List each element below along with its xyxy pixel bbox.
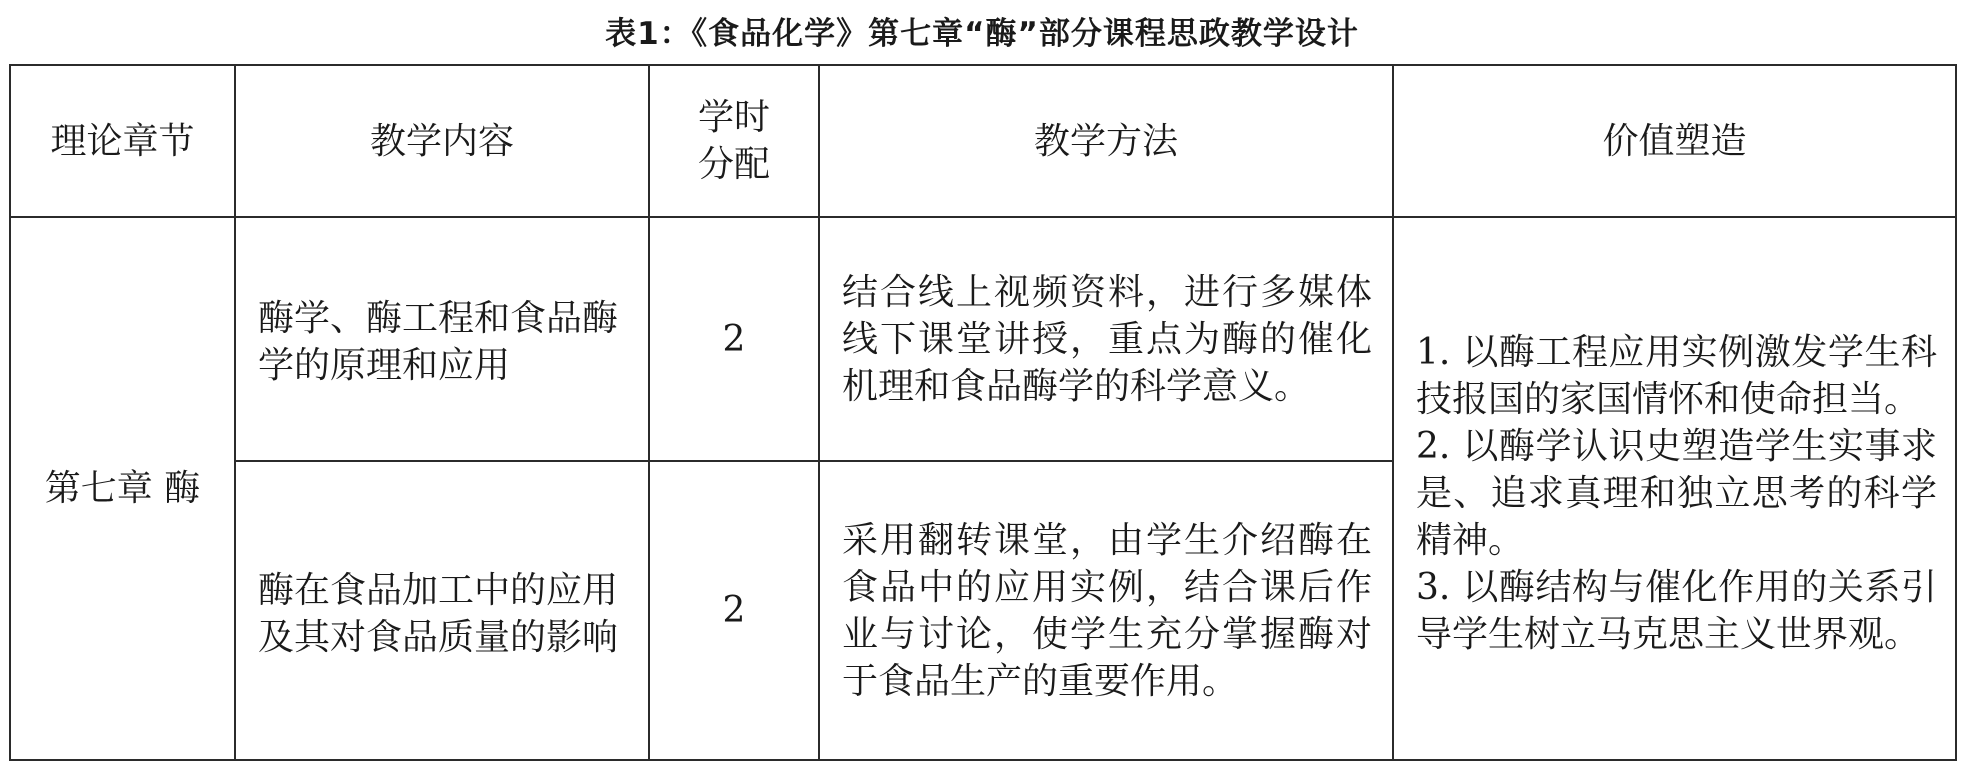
course-design-table xyxy=(9,64,1957,761)
content-cell: 酶学、酶工程和食品酶学的原理和应用 xyxy=(235,217,649,461)
value-cell xyxy=(1393,217,1956,760)
method-cell: 采用翻转课堂，由学生介绍酶在食品中的应用实例，结合课后作业与讨论，使学生充分掌握酶对于食品生产的重要作用。 xyxy=(819,461,1393,760)
header-value: 价值塑造 xyxy=(1393,65,1956,217)
header-hours: 学时 分配 xyxy=(649,65,819,217)
table-row xyxy=(10,217,1956,461)
hours-cell: 2 xyxy=(649,461,819,760)
header-content: 教学内容 xyxy=(235,65,649,217)
table-caption: 表1：《食品化学》第七章“酶”部分课程思政教学设计 xyxy=(605,16,1359,52)
value-item: 2. 以酶学认识史塑造学生实事求是、追求真理和独立思考的科学精神。 xyxy=(1416,426,1937,561)
value-item: 3. 以酶结构与催化作用的关系引导学生树立马克思主义世界观。 xyxy=(1416,567,1937,655)
method-cell: 结合线上视频资料，进行多媒体线下课堂讲授，重点为酶的催化机理和食品酶学的科学意义。 xyxy=(819,217,1393,461)
table-header-row xyxy=(10,65,1956,217)
content-cell: 酶在食品加工中的应用及其对食品质量的影响 xyxy=(235,461,649,760)
hours-cell: 2 xyxy=(649,217,819,461)
header-method: 教学方法 xyxy=(819,65,1393,217)
header-chapter: 理论章节 xyxy=(10,65,235,217)
chapter-cell: 第七章 酶 xyxy=(10,217,235,760)
value-item: 1. 以酶工程应用实例激发学生科技报国的家国情怀和使命担当。 xyxy=(1416,332,1937,420)
